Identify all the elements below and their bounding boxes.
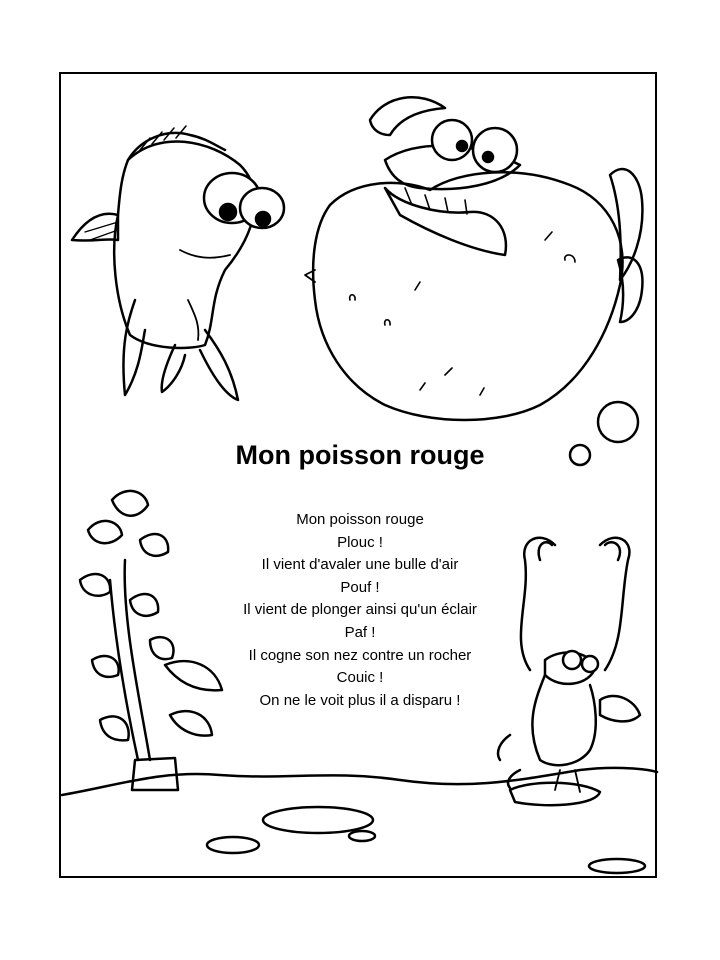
left-fish-drawing bbox=[72, 126, 284, 400]
poem-line: Il vient d'avaler une bulle d'air bbox=[261, 556, 459, 574]
poem-line: Couic ! bbox=[336, 669, 384, 687]
poem-line: Mon poisson rouge bbox=[296, 511, 424, 528]
poem-line: Plouc ! bbox=[337, 533, 383, 551]
seabed-drawing bbox=[62, 768, 657, 873]
poem-line: Pouf ! bbox=[340, 578, 380, 596]
poem-line: Paf ! bbox=[344, 623, 376, 641]
poem-line: Il vient de plonger ainsi qu'un éclair bbox=[243, 601, 477, 619]
poem bbox=[0, 509, 720, 712]
poem-line: On ne le voit plus il a disparu ! bbox=[259, 691, 461, 709]
poem-line: Il cogne son nez contre un rocher bbox=[248, 646, 472, 664]
page-title: Mon poisson rouge bbox=[235, 440, 485, 470]
pufferfish-drawing bbox=[305, 97, 642, 465]
